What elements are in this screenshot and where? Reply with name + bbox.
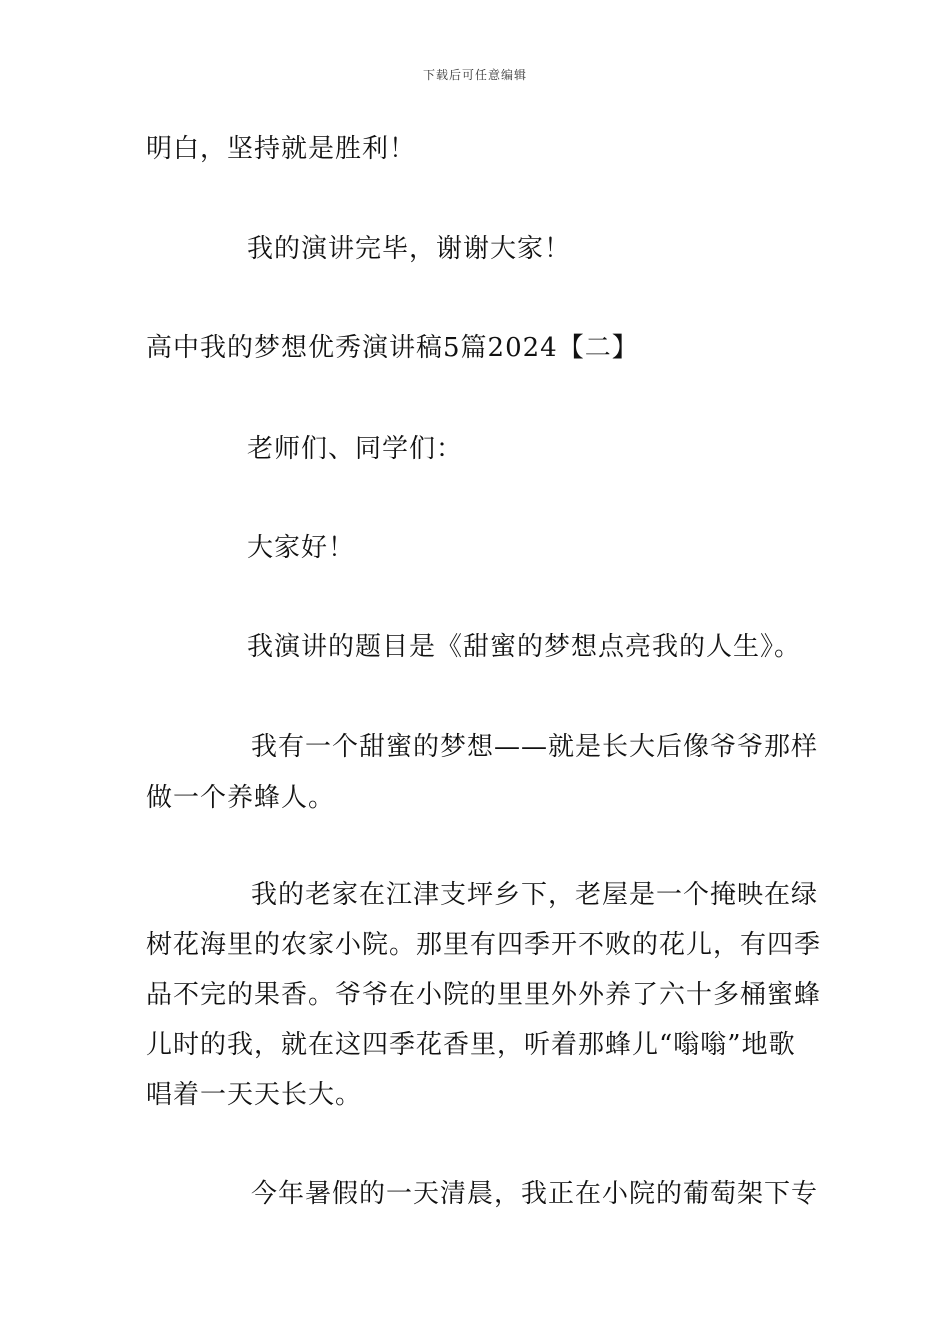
paragraph-line: 唱着一天天长大。 (146, 1080, 363, 1110)
paragraph-line: 明白，坚持就是胜利！ (146, 134, 417, 164)
header-note: 下载后可任意编辑 (422, 68, 527, 82)
section-heading: 高中我的梦想优秀演讲稿5篇2024【二】 (146, 333, 639, 363)
paragraph-line: 我的老家在江津支坪乡下，老屋是一个掩映在绿 (251, 880, 819, 910)
paragraph-line: 今年暑假的一天清晨，我正在小院的葡萄架下专 (251, 1179, 819, 1209)
paragraph-line: 做一个养蜂人。 (146, 783, 336, 813)
paragraph-line: 我的演讲完毕，谢谢大家！ (247, 234, 572, 264)
paragraph-line: 老师们、同学们： (247, 434, 464, 464)
paragraph-line: 儿时的我，就在这四季花香里，听着那蜂儿“嗡嗡”地歌 (146, 1030, 796, 1060)
paragraph-line: 大家好！ (247, 533, 356, 563)
paragraph-line: 树花海里的农家小院。那里有四季开不败的花儿，有四季 (146, 930, 822, 960)
paragraph-line: 我有一个甜蜜的梦想——就是长大后像爷爷那样 (251, 732, 819, 762)
paragraph-line: 我演讲的题目是《甜蜜的梦想点亮我的人生》。 (247, 632, 802, 662)
paragraph-line: 品不完的果香。爷爷在小院的里里外外养了六十多桶蜜蜂 (146, 980, 822, 1010)
